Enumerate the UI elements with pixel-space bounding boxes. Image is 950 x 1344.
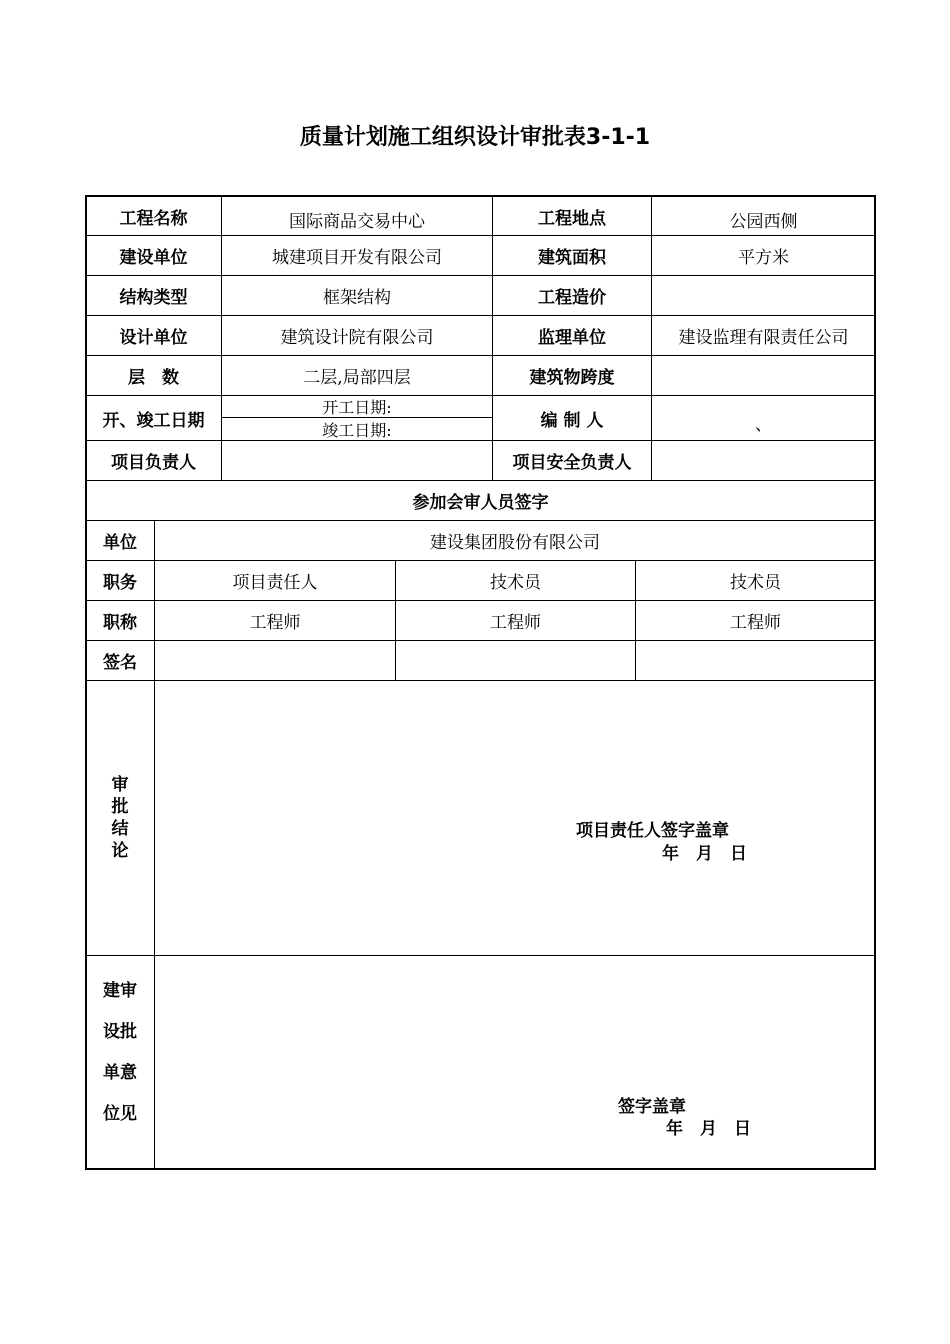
cost-label: 工程造价	[538, 288, 606, 308]
page-title: 质量计划施工组织设计审批表3-1-1	[299, 125, 651, 150]
start-date-field[interactable]: 开工日期:	[322, 398, 392, 417]
floors-label: 层 数	[128, 368, 179, 388]
cost-value[interactable]	[652, 276, 875, 315]
approval-sign-text: 项目责任人签字盖章	[576, 821, 729, 841]
location-label: 工程地点	[538, 208, 606, 229]
approval-date-text: 年 月 日	[662, 844, 747, 864]
area-value: 平方米	[738, 248, 789, 268]
approval-label-char: 论	[111, 841, 129, 861]
builder-value: 城建项目开发有限公司	[272, 248, 442, 268]
area-label: 建筑面积	[538, 248, 606, 268]
position-3: 技术员	[730, 573, 781, 593]
manager-label: 项目负责人	[111, 453, 196, 473]
rank-1: 工程师	[249, 613, 301, 633]
floors-value: 二层,局部四层	[303, 368, 411, 388]
builder-opinion-label	[95, 971, 145, 1135]
builder-opinion-label-line: 位见	[103, 1104, 137, 1124]
builder-opinion-label-line: 单意	[103, 1063, 137, 1083]
supervisor-value: 建设监理有限责任公司	[678, 328, 849, 348]
signature-field-1[interactable]	[155, 641, 395, 680]
supervisor-label: 监理单位	[538, 328, 606, 348]
structure-label: 结构类型	[119, 288, 188, 308]
approval-label-char: 审	[111, 775, 129, 795]
location-value: 公园西侧	[729, 211, 798, 232]
position-1: 项目责任人	[232, 573, 318, 593]
approval-conclusion-area[interactable]	[155, 681, 875, 955]
dates-label: 开、竣工日期	[102, 410, 205, 431]
end-date-field[interactable]: 竣工日期:	[322, 420, 392, 440]
signature-field-2[interactable]	[396, 641, 635, 680]
manager-value[interactable]	[222, 441, 492, 480]
builder-opinion-area[interactable]	[155, 956, 875, 1168]
builder-date-text: 年 月 日	[666, 1119, 751, 1139]
safety-label: 项目安全负责人	[512, 453, 632, 473]
designer-label: 设计单位	[119, 328, 188, 348]
rank-label: 职称	[103, 613, 137, 633]
safety-value[interactable]	[652, 441, 875, 480]
builder-label: 建设单位	[119, 248, 188, 268]
span-label: 建筑物跨度	[529, 368, 615, 388]
signature-label: 签名	[103, 653, 137, 673]
compiler-value[interactable]: 、	[755, 414, 772, 435]
project-name-label: 工程名称	[119, 208, 188, 229]
structure-value: 框架结构	[323, 288, 391, 308]
compiler-label: 编 制 人	[540, 410, 604, 431]
position-label: 职务	[103, 573, 137, 593]
position-2: 技术员	[490, 573, 541, 593]
approval-label	[105, 774, 135, 862]
designer-value: 建筑设计院有限公司	[280, 328, 434, 348]
approval-label-char: 结	[111, 819, 129, 839]
span-value[interactable]	[652, 356, 875, 395]
review-header: 参加会审人员签字	[412, 493, 549, 513]
approval-label-char: 批	[111, 797, 129, 817]
unit-value: 建设集团股份有限公司	[430, 533, 600, 553]
builder-sign-text: 签字盖章	[618, 1097, 686, 1117]
builder-opinion-label-line: 设批	[103, 1022, 137, 1042]
rank-2: 工程师	[490, 613, 541, 633]
unit-label: 单位	[103, 533, 137, 553]
signature-field-3[interactable]	[636, 641, 875, 680]
builder-opinion-label-line: 建审	[103, 981, 137, 1001]
rank-3: 工程师	[730, 613, 781, 633]
project-name-value: 国际商品交易中心	[289, 211, 425, 232]
